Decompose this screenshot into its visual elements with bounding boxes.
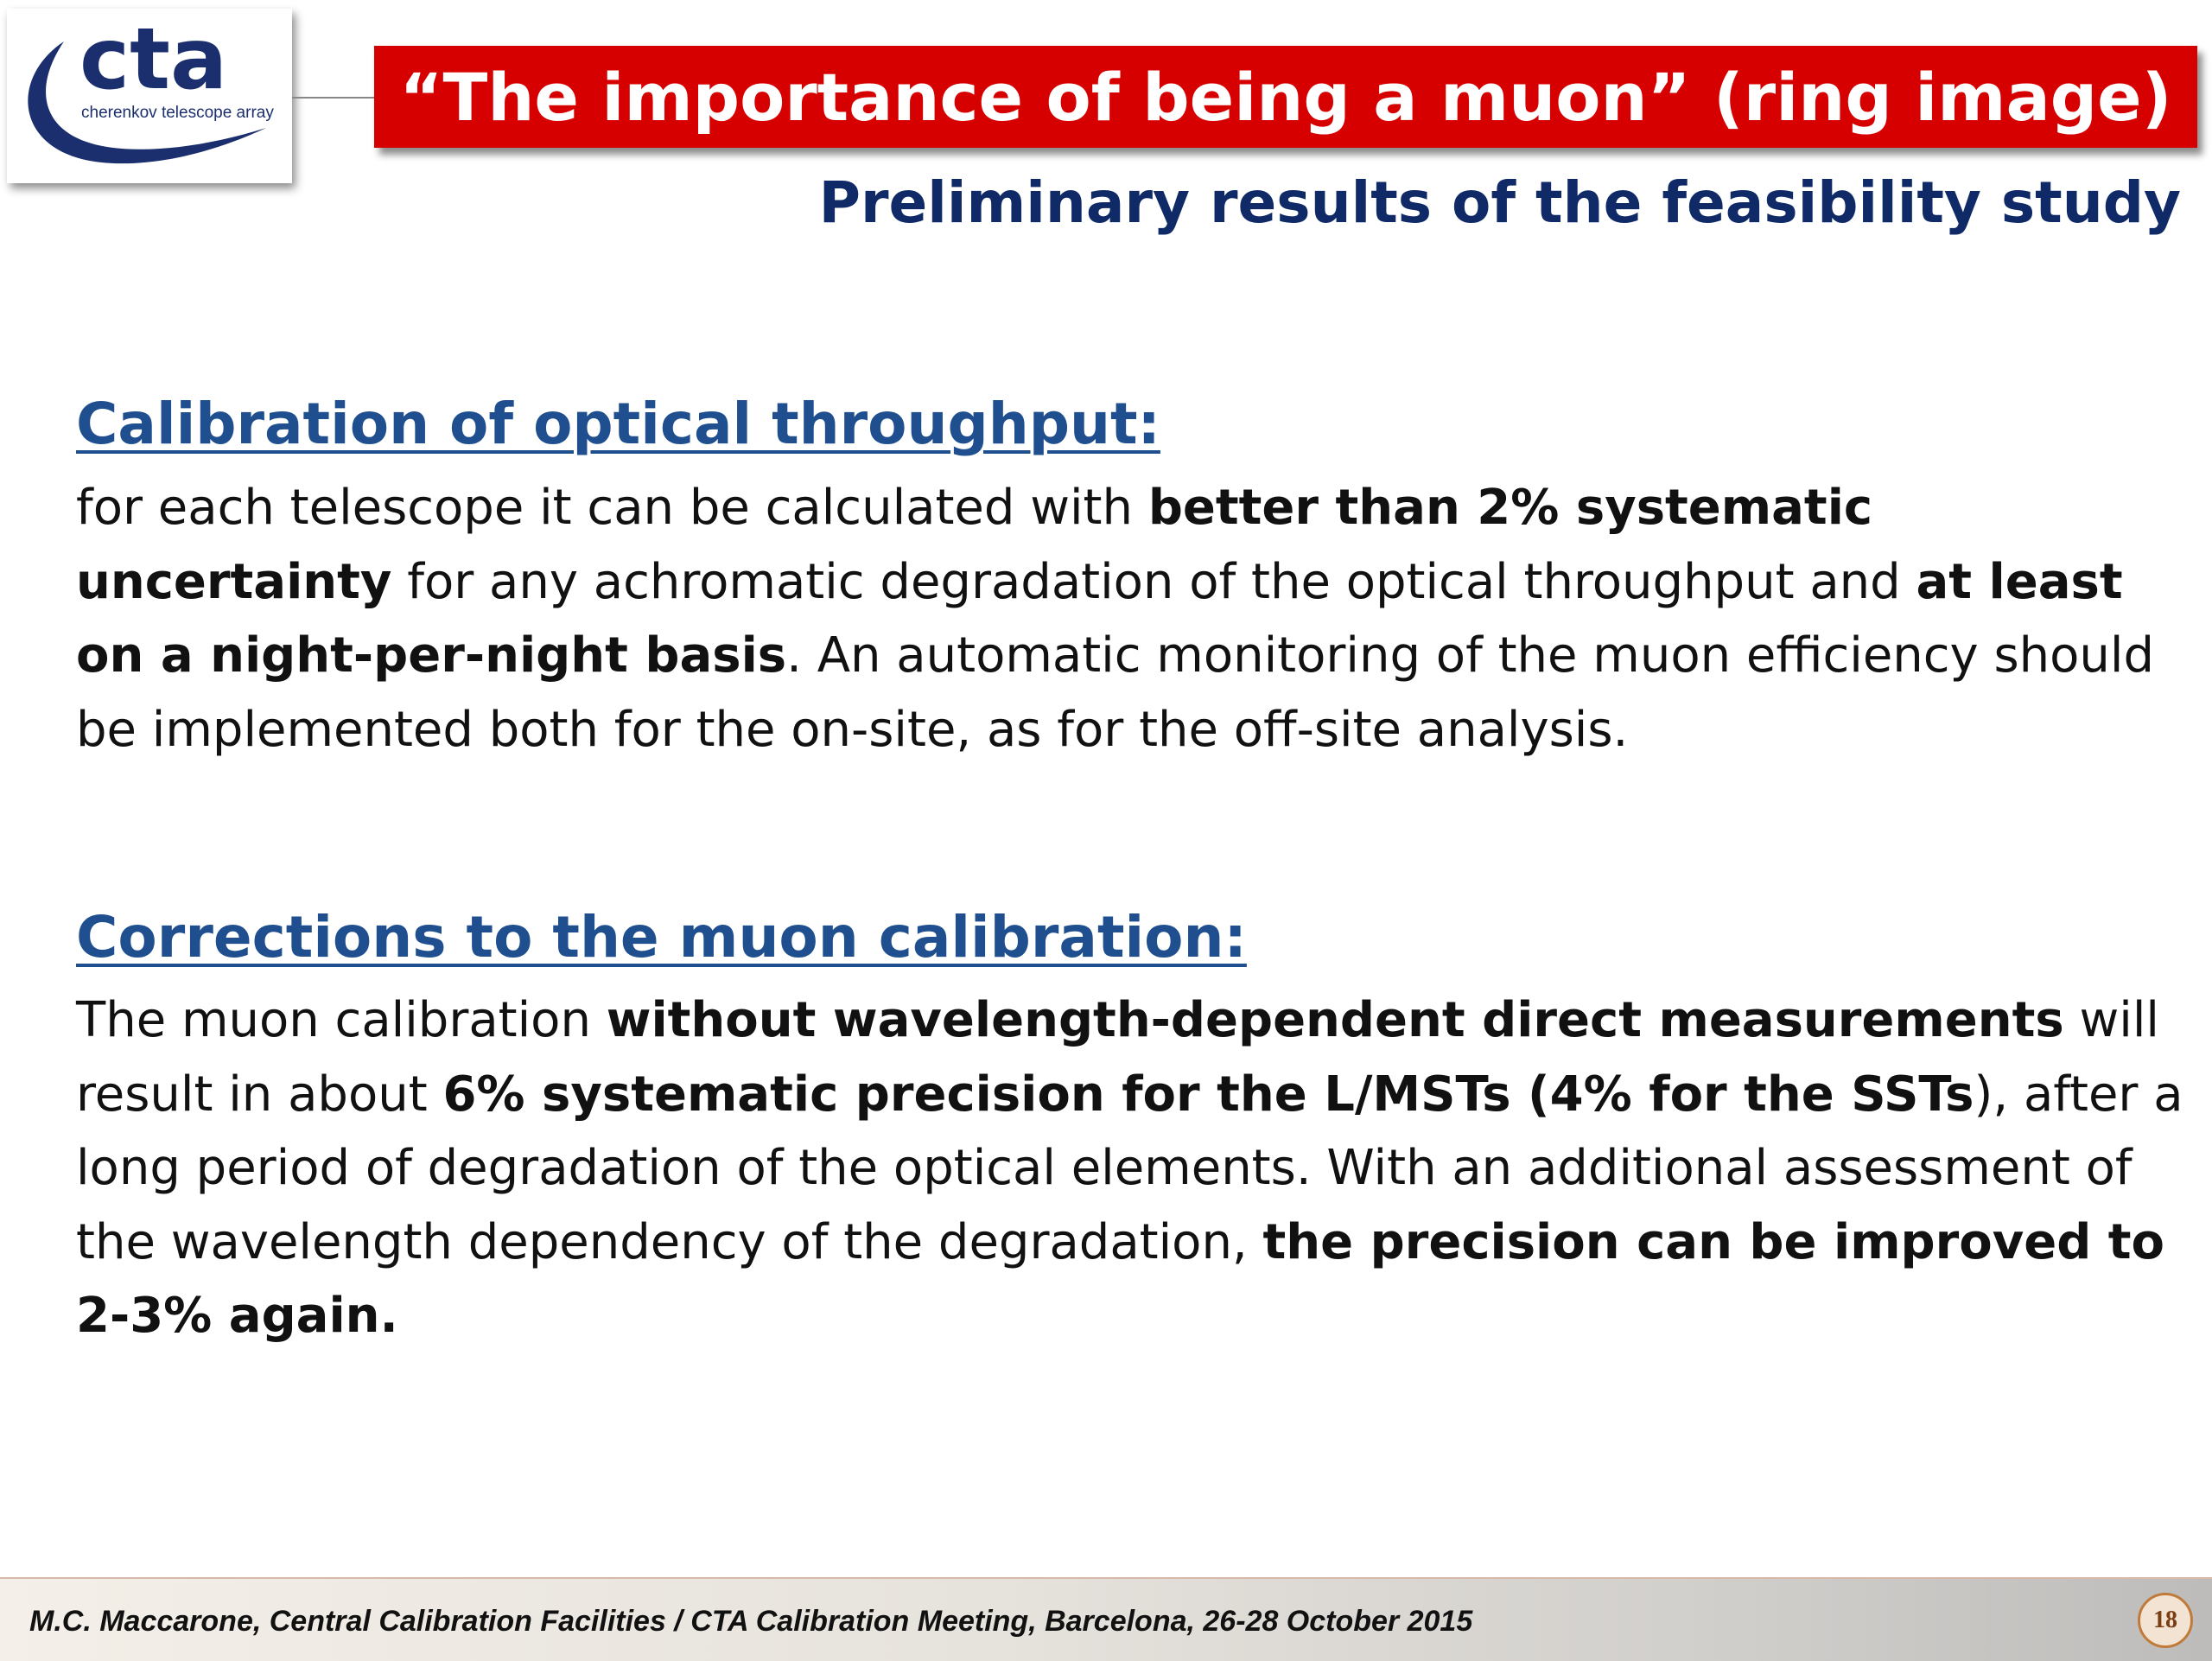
section-heading-optical-throughput: Calibration of optical throughput:: [76, 391, 1160, 457]
section-body-optical-throughput: [76, 471, 2184, 767]
body-text: . An automatic monitoring of the muon efficiency should be implemented both for the on-site, as for the off-site analysis.: [76, 627, 2155, 758]
body-text-bold: better than 2% systematic uncertainty: [76, 480, 1873, 610]
logo-wordmark: cta: [79, 10, 228, 109]
body-text: ), after a long period of degradation of the optical elements. With an additional assessment of the wavelength dependency of the degradation,: [76, 1066, 2183, 1270]
footer-citation: M.C. Maccarone, Central Calibration Facilities / CTA Calibration Meeting, Barcelona, 26-28 October 2015: [29, 1605, 1473, 1638]
body-text-bold: without wavelength-dependent direct measurements: [606, 992, 2064, 1048]
body-text-bold: at least on a night-per-night basis: [76, 553, 2123, 684]
body-text-bold: 6% systematic precision for the L/MSTs (4% for the SSTs: [442, 1066, 1974, 1123]
logo-tagline: cherenkov telescope array: [81, 104, 274, 122]
cta-logo: [7, 9, 292, 183]
body-text-bold: the precision can be improved to 2-3% again.: [76, 1213, 2165, 1344]
section-body-muon-corrections: [76, 983, 2184, 1353]
body-text: will result in about: [76, 992, 2159, 1123]
title-banner: [374, 46, 2197, 148]
body-text: The muon calibration: [76, 992, 607, 1048]
body-text: for any achromatic degradation of the optical throughput and: [391, 553, 1916, 610]
body-text: for each telescope it can be calculated with: [76, 480, 1148, 536]
slide-subtitle: Preliminary results of the feasibility study: [818, 169, 2181, 236]
logo-connector-line: [292, 97, 375, 99]
footer-bar: [0, 1577, 2212, 1661]
cta-logo-graphic: [7, 9, 292, 183]
slide-title: “The importance of being a muon” (ring image): [399, 58, 2172, 136]
section-heading-muon-corrections: Corrections to the muon calibration:: [76, 904, 1247, 971]
page-number-badge: 18: [2138, 1593, 2193, 1648]
